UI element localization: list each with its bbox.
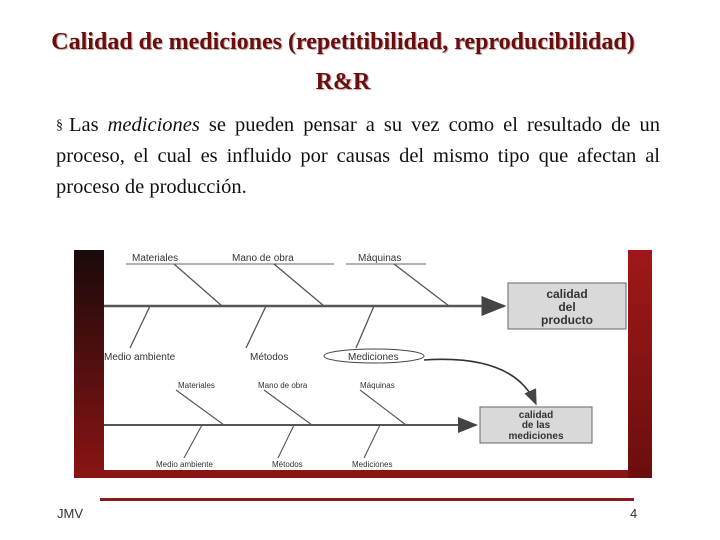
body-text-emphasis: mediciones <box>107 114 200 136</box>
body-text-start: Las <box>69 114 108 136</box>
bottom-cause-mano-de-obra: Mano de obra <box>258 381 308 390</box>
slide-title <box>0 22 686 102</box>
ishikawa-diagram <box>74 250 652 478</box>
bottom-cause-materiales: Materiales <box>178 381 215 390</box>
footer-divider <box>100 498 634 501</box>
ishikawa-figure <box>74 250 652 478</box>
bottom-cause-maquinas: Máquinas <box>360 381 395 390</box>
top-effect-line-1: calidad <box>546 287 588 301</box>
top-cause-materiales: Materiales <box>132 253 179 264</box>
bottom-effect-line-3: mediciones <box>508 431 564 442</box>
bottom-effect-line-1: calidad <box>518 410 554 421</box>
footer-author: JMV <box>57 506 83 521</box>
bottom-cause-mediciones: Mediciones <box>352 460 393 469</box>
bullet-icon: § <box>56 118 63 133</box>
bottom-cause-metodos: Métodos <box>272 460 303 469</box>
frame-right-bar <box>628 250 652 478</box>
top-effect-line-3: producto <box>541 313 593 327</box>
frame-left-bar <box>74 250 104 478</box>
body-text-end: se pueden pensar a su vez como el resultado de un proceso, el cual es influido por causas del mismo tipo que afectan al proceso de producción. <box>56 114 660 198</box>
top-cause-medio-ambiente: Medio ambiente <box>104 352 176 363</box>
bottom-cause-medio-ambiente: Medio ambiente <box>156 460 213 469</box>
bottom-effect-line-2: de las <box>521 420 551 431</box>
top-cause-metodos: Métodos <box>250 352 289 363</box>
top-cause-mano-de-obra: Mano de obra <box>232 253 294 264</box>
body-paragraph <box>56 110 660 203</box>
top-effect-line-2: del <box>558 300 576 314</box>
top-cause-maquinas: Máquinas <box>358 253 402 264</box>
top-cause-mediciones: Mediciones <box>348 352 399 363</box>
page-number: 4 <box>630 506 638 521</box>
slide-title-line-1: Calidad de mediciones (repetitibilidad, reproducibilidad) <box>51 29 635 55</box>
slide-title-line-2: R&R <box>315 69 371 95</box>
